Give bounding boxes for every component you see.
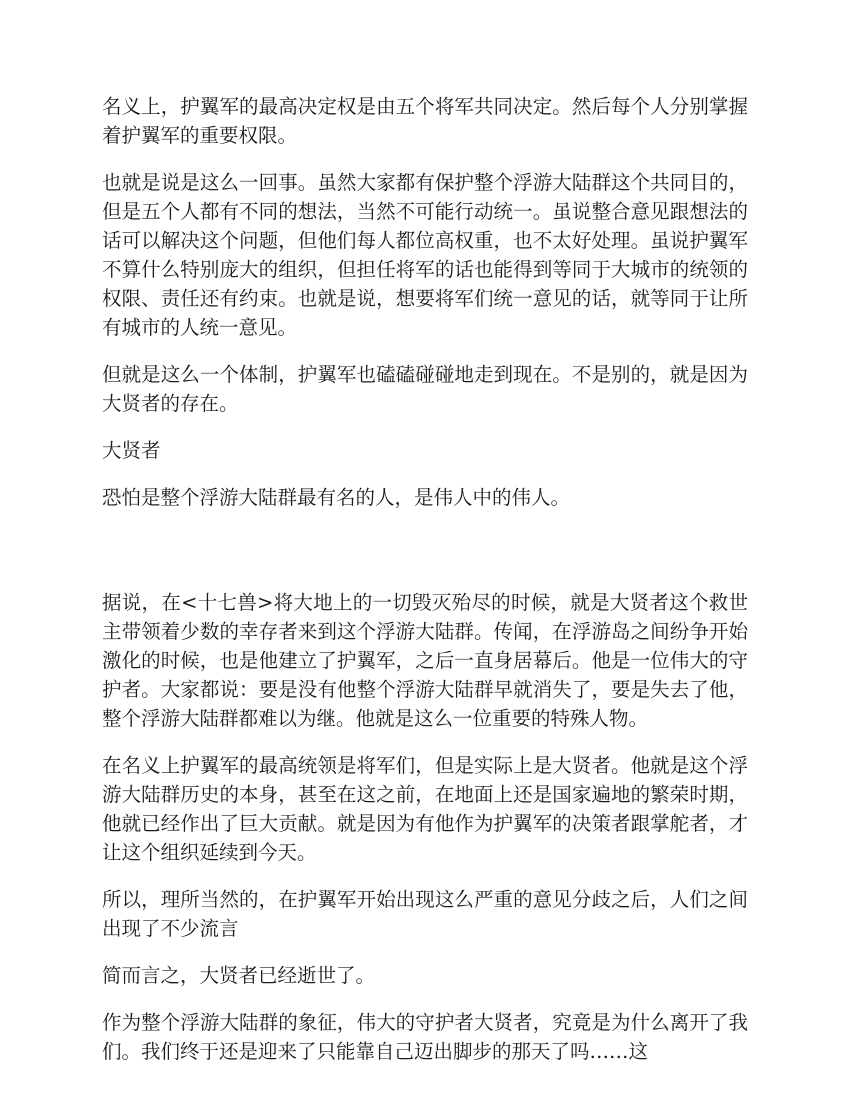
paragraph-7: 在名义上护翼军的最高统领是将军们，但是实际上是大贤者。他就是这个浮游大陆群历史的本身，甚至在这之前，在地面上还是国家遍地的繁荣时期，他就已经作出了巨大贡献。就是因为有他作为护翼军的决策者跟掌舵者，才让这个组织延续到今天。: [102, 754, 748, 864]
document-page: [102, 92, 748, 1084]
paragraph-3: 但就是这么一个体制，护翼军也磕磕碰碰地走到现在。不是别的，就是因为大贤者的存在。: [102, 363, 748, 415]
paragraph-10: 作为整个浮游大陆群的象征，伟大的守护者大贤者，究竟是为什么离开了我们。我们终于还是迎来了只能靠自己迈出脚步的那天了吗……这: [102, 1011, 748, 1063]
paragraph-9: 简而言之，大贤者已经逝世了。: [102, 964, 376, 987]
paragraph-4: 大贤者: [102, 439, 161, 462]
paragraph-6: 据说，在<十七兽>将大地上的一切毁灭殆尽的时候，就是大贤者这个救世主带领着少数的幸存者来到这个浮游大陆群。传闻，在浮游岛之间纷争开始激化的时候，也是他建立了护翼军，之后一直身居幕后。他是一位伟大的守护者。大家都说：要是没有他整个浮游大陆群早就消失了，要是失去了他，整个浮游大陆群都难以为继。他就是这么一位重要的特殊人物。: [102, 591, 748, 730]
paragraph-2: 也就是说是这么一回事。虽然大家都有保护整个浮游大陆群这个共同目的，但是五个人都有不同的想法，当然不可能行动统一。虽说整合意见跟想法的话可以解决这个问题，但他们每人都位高权重，也不太好处理。虽说护翼军不算什么特别庞大的组织，但担任将军的话也能得到等同于大城市的统领的权限、责任还有约束。也就是说，想要将军们统一意见的话，就等同于让所有城市的人统一意见。: [102, 171, 748, 339]
paragraph-5: 恐怕是整个浮游大陆群最有名的人，是伟人中的伟人。: [102, 486, 571, 509]
paragraph-1: 名义上，护翼军的最高决定权是由五个将军共同决定。然后每个人分别掌握着护翼军的重要权限。: [102, 95, 748, 147]
paragraph-8: 所以，理所当然的，在护翼军开始出现这么严重的意见分歧之后，人们之间出现了不少流言: [102, 888, 748, 940]
